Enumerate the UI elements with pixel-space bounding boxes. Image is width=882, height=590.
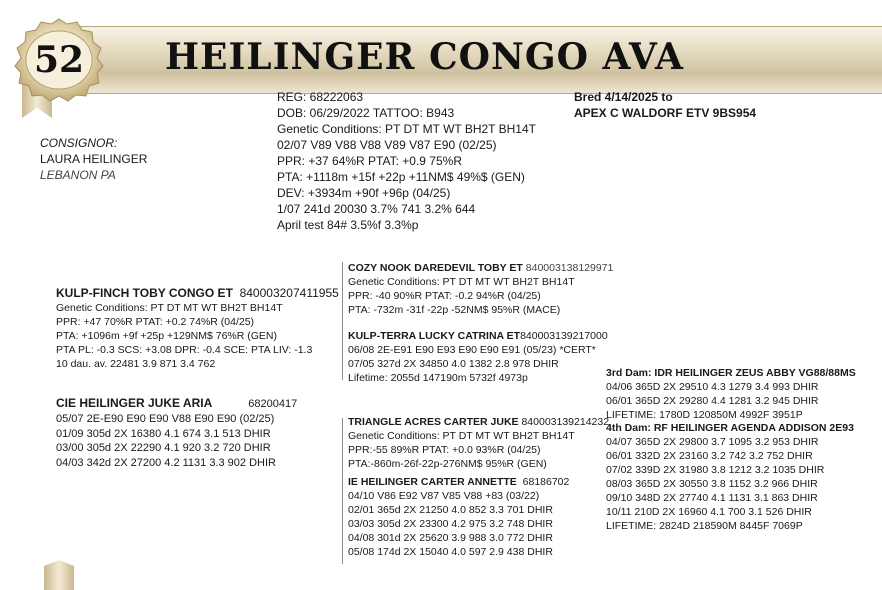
sire-line: Genetic Conditions: PT DT MT WT BH2T BH14T [56, 301, 283, 314]
bred-date: Bred 4/14/2025 to [574, 90, 673, 104]
sire-line: PTA PL: -0.3 SCS: +3.08 DPR: -0.4 SCE: PTA LIV: -1.3 [56, 343, 313, 356]
info-line: DOB: 06/29/2022 TATTOO: B943 [277, 105, 455, 120]
dam-name: CIE HEILINGER JUKE ARIA [56, 396, 213, 410]
next-seal-ribbon [44, 560, 74, 590]
info-line: Genetic Conditions: PT DT MT WT BH2T BH14T [277, 121, 536, 136]
dam-line: 04/03 342d 2X 27200 4.2 1131 3.3 902 DHIR [56, 456, 276, 469]
sire-sire-name: COZY NOOK DAREDEVIL TOBY ET [348, 262, 523, 274]
sire-dam-block [348, 330, 608, 386]
sire-dam-reg: 840003139217000 [520, 330, 608, 342]
dam-block [56, 396, 297, 470]
consignor-block [40, 136, 147, 184]
consignor-location: LEBANON PA [40, 167, 116, 182]
third-dam-line: LIFETIME: 1780D 120850M 4992F 3951P [606, 408, 803, 421]
dam-line: 05/07 2E-E90 E90 E90 V88 E90 E90 (02/25) [56, 412, 275, 425]
dam-dam-reg: 68186702 [522, 476, 570, 488]
sire-dam-line: 06/08 2E-E91 E90 E93 E90 E90 E91 (05/23) *CERT* [348, 343, 596, 356]
sire-name: KULP-FINCH TOBY CONGO ET [56, 286, 233, 300]
dam-dam-block [348, 476, 569, 560]
dam-dam-name: IE HEILINGER CARTER ANNETTE [348, 476, 517, 488]
dam-bracket [342, 418, 343, 564]
info-line: April test 84# 3.5%f 3.3%p [277, 217, 419, 232]
sire-sire-line: Genetic Conditions: PT DT MT WT BH2T BH14T [348, 275, 575, 288]
info-line: DEV: +3934m +90f +96p (04/25) [277, 185, 451, 200]
bred-sire: APEX C WALDORF ETV 9BS954 [574, 105, 757, 120]
sire-sire-block [348, 262, 613, 318]
sire-line: 10 dau. av. 22481 3.9 871 3.4 762 [56, 357, 216, 370]
sire-sire-line: PPR: -40 90%R PTAT: -0.2 94%R (04/25) [348, 289, 541, 302]
bred-block [574, 90, 756, 122]
fourth-dam-block [606, 422, 854, 534]
dam-line: 03/00 305d 2X 22290 4.1 920 3.2 720 DHIR [56, 442, 271, 455]
dam-dam-line: 02/01 365d 2X 21250 4.0 852 3.3 701 DHIR [348, 503, 553, 516]
dam-dam-line: 04/10 V86 E92 V87 V85 V88 +83 (03/22) [348, 489, 540, 502]
third-dam-block [606, 367, 856, 423]
fourth-dam-line: LIFETIME: 2824D 218590M 8445F 7069P [606, 519, 803, 532]
dam-sire-reg: 840003139214232 [521, 416, 610, 428]
sire-bracket [342, 262, 343, 380]
fourth-dam-line: 06/01 332D 2X 23160 3.2 742 3.2 752 DHIR [606, 449, 813, 462]
consignor-label: CONSIGNOR: [40, 136, 118, 150]
sire-reg: 840003207411955 [239, 286, 339, 300]
sire-dam-line: Lifetime: 2055d 147190m 5732f 4973p [348, 371, 528, 384]
dam-sire-block [348, 416, 609, 472]
fourth-dam-line: 07/02 339D 2X 31980 3.8 1212 3.2 1035 DHIR [606, 463, 825, 476]
sire-block [56, 286, 339, 372]
sire-sire-reg: 840003138129971 [525, 262, 614, 274]
dam-sire-line: Genetic Conditions: PT DT MT WT BH2T BH14T [348, 429, 575, 442]
third-dam-line: 04/06 365D 2X 29510 4.3 1279 3.4 993 DHIR [606, 380, 819, 393]
info-line: PPR: +37 64%R PTAT: +0.9 75%R [277, 153, 462, 168]
sire-line: PPR: +47 70%R PTAT: +0.2 74%R (04/25) [56, 315, 255, 328]
dam-dam-line: 04/08 301d 2X 25620 3.9 988 3.0 772 DHIR [348, 531, 553, 544]
fourth-dam-line: 08/03 365D 2X 30550 3.8 1152 3.2 966 DHIR [606, 477, 818, 490]
info-line: PTA: +1118m +15f +22p +11NM$ 49%$ (GEN) [277, 169, 525, 184]
dam-dam-line: 05/08 174d 2X 15040 4.0 597 2.9 438 DHIR [348, 545, 553, 558]
info-line: 02/07 V89 V88 V88 V89 V87 E90 (02/25) [277, 137, 497, 152]
sire-dam-line: 07/05 327d 2X 34850 4.0 1382 2.8 978 DHIR [348, 357, 559, 370]
info-line: REG: 68222063 [277, 90, 364, 104]
dam-reg: 68200417 [248, 398, 298, 410]
fourth-dam-line: 09/10 348D 2X 27740 4.1 1131 3.1 863 DHIR [606, 491, 818, 504]
sire-sire-line: PTA: -732m -31f -22p -52NM$ 95%R (MACE) [348, 303, 561, 316]
dam-sire-line: PTA:-860m-26f-22p-276NM$ 95%R (GEN) [348, 457, 547, 470]
fourth-dam-line: 10/11 210D 2X 16960 4.1 700 3.1 526 DHIR [606, 505, 812, 518]
dam-dam-line: 03/03 305d 2X 23300 4.2 975 3.2 748 DHIR [348, 517, 553, 530]
third-dam-line: 06/01 365D 2X 29280 4.4 1281 3.2 945 DHIR [606, 394, 819, 407]
fourth-dam-title: 4th Dam: RF HEILINGER AGENDA ADDISON 2E93 [606, 422, 854, 434]
lot-title: HEILINGER CONGO AVA [165, 36, 684, 78]
dam-line: 01/09 305d 2X 16380 4.1 674 3.1 513 DHIR [56, 427, 271, 440]
info-line: 1/07 241d 20030 3.7% 741 3.2% 644 [277, 201, 476, 216]
consignor-name: LAURA HEILINGER [40, 151, 148, 166]
dam-sire-line: PPR:-55 89%R PTAT: +0.0 93%R (04/25) [348, 443, 541, 456]
fourth-dam-line: 04/07 365D 2X 29800 3.7 1095 3.2 953 DHIR [606, 435, 819, 448]
lot-number: 52 [33, 39, 85, 81]
dam-sire-name: TRIANGLE ACRES CARTER JUKE [348, 416, 519, 428]
third-dam-title: 3rd Dam: IDR HEILINGER ZEUS ABBY VG88/88MS [606, 367, 856, 379]
sire-line: PTA: +1096m +9f +25p +129NM$ 76%R (GEN) [56, 329, 278, 342]
animal-info [277, 90, 536, 234]
sire-dam-name: KULP-TERRA LUCKY CATRINA ET [348, 330, 521, 342]
